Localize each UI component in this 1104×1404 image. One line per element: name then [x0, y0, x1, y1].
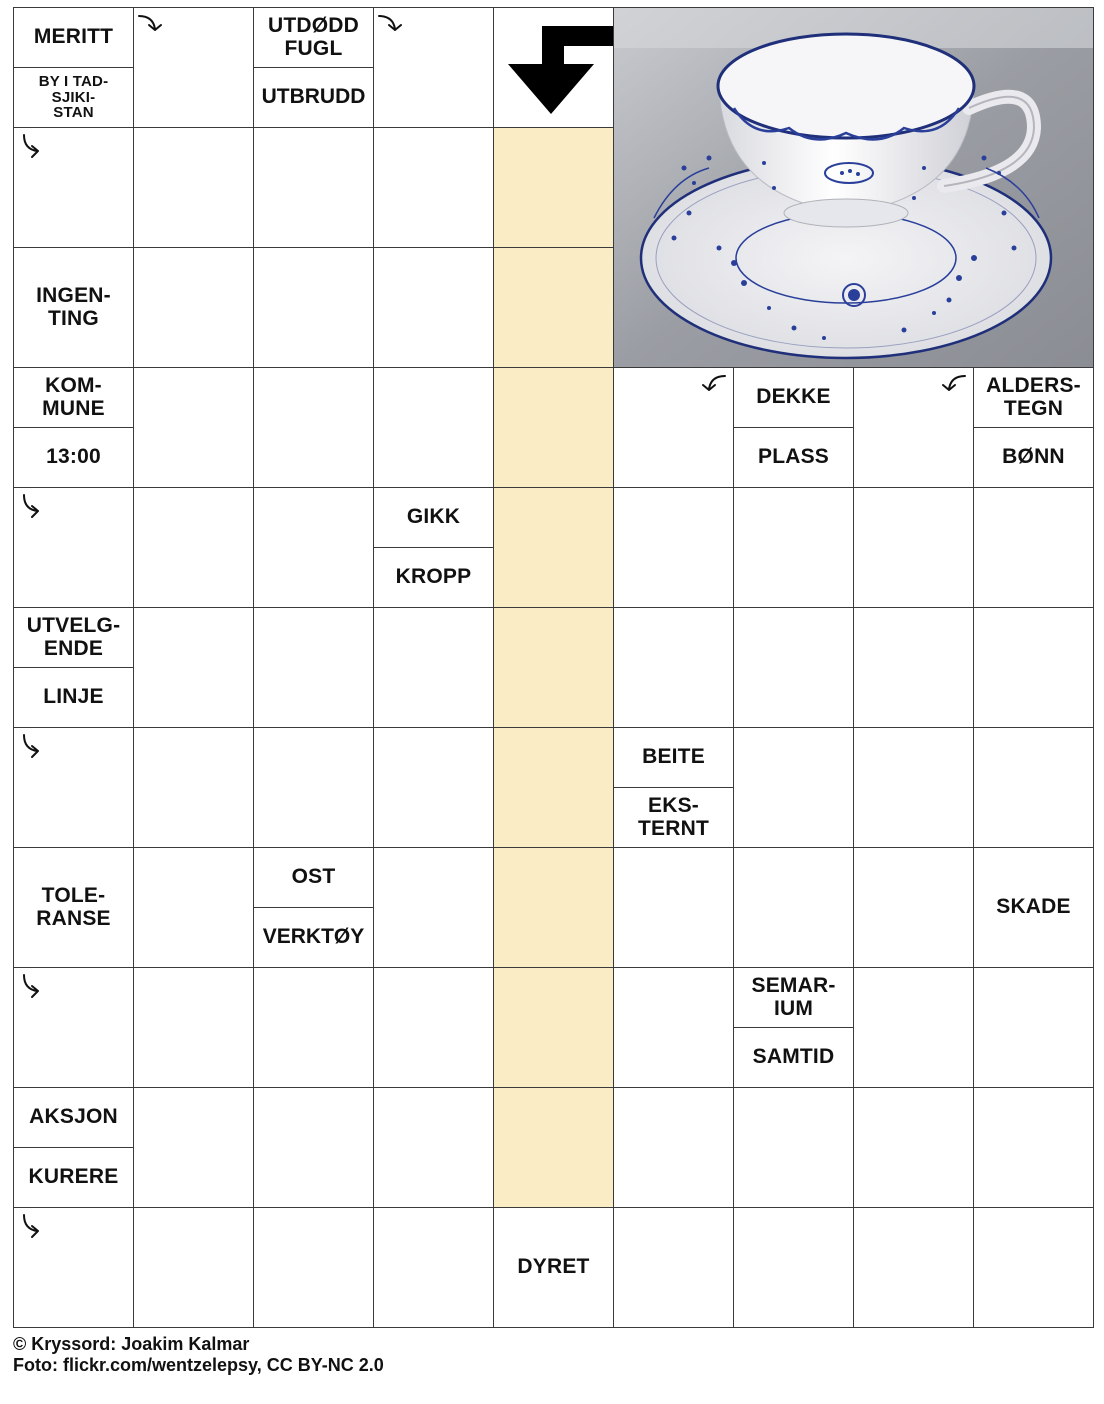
answer-cell[interactable]	[373, 727, 494, 848]
clue-by-i-tadsjikistan: BY I TAD- SJIKI- STAN	[13, 67, 134, 128]
clue-samtid: SAMTID	[733, 1027, 854, 1088]
arrow-left-down-icon	[941, 371, 967, 401]
clue-kropp: KROPP	[373, 547, 494, 608]
answer-cell[interactable]	[133, 487, 254, 608]
answer-cell[interactable]	[133, 367, 254, 488]
answer-cell[interactable]	[253, 367, 374, 488]
answer-cell[interactable]	[613, 1087, 734, 1208]
answer-cell[interactable]	[853, 607, 974, 728]
answer-cell[interactable]	[253, 127, 374, 248]
answer-cell[interactable]	[733, 727, 854, 848]
crossword-grid	[13, 7, 1094, 1328]
arrow-right-down-icon	[377, 11, 403, 41]
arrow-down-right-icon	[19, 133, 45, 163]
answer-cell[interactable]	[493, 607, 614, 728]
credit-photo: Foto: flickr.com/wentzelepsy, CC BY-NC 2.0	[13, 1355, 384, 1375]
answer-cell[interactable]	[853, 487, 974, 608]
answer-cell[interactable]	[133, 1087, 254, 1208]
answer-cell[interactable]	[373, 847, 494, 968]
clue-dyret: DYRET	[493, 1207, 614, 1328]
arrow-down-right-icon	[19, 493, 45, 523]
answer-cell[interactable]	[373, 1207, 494, 1328]
clue-1300: 13:00	[13, 427, 134, 488]
clue-semarium: SEMAR- IUM	[733, 967, 854, 1028]
arrow-down-right-icon	[19, 733, 45, 763]
answer-cell[interactable]	[493, 847, 614, 968]
answer-cell[interactable]	[373, 127, 494, 248]
answer-cell[interactable]	[253, 967, 374, 1088]
answer-cell[interactable]	[253, 1087, 374, 1208]
clue-ingenting: INGEN- TING	[13, 247, 134, 368]
clue-skade: SKADE	[973, 847, 1094, 968]
clue-plass: PLASS	[733, 427, 854, 488]
answer-cell[interactable]	[373, 607, 494, 728]
big-down-arrow-icon	[494, 8, 614, 128]
clue-utvelgende: UTVELG- ENDE	[13, 607, 134, 668]
arrow-right-down-icon	[137, 11, 163, 41]
clue-bonn: BØNN	[973, 427, 1094, 488]
arrow-down-right-icon	[19, 1213, 45, 1243]
answer-cell[interactable]	[733, 1087, 854, 1208]
answer-cell[interactable]	[973, 727, 1094, 848]
answer-cell[interactable]	[853, 727, 974, 848]
clue-alderstegn: ALDERS- TEGN	[973, 367, 1094, 428]
answer-cell[interactable]	[973, 487, 1094, 608]
answer-cell[interactable]	[133, 607, 254, 728]
answer-cell[interactable]	[133, 1207, 254, 1328]
answer-cell[interactable]	[973, 967, 1094, 1088]
answer-cell[interactable]	[613, 847, 734, 968]
answer-cell[interactable]	[133, 127, 254, 248]
clue-dekke: DEKKE	[733, 367, 854, 428]
clue-gikk: GIKK	[373, 487, 494, 548]
answer-cell[interactable]	[493, 127, 614, 248]
clue-utdodd-fugl: UTDØDD FUGL	[253, 7, 374, 68]
answer-cell[interactable]	[613, 487, 734, 608]
clue-beite: BEITE	[613, 727, 734, 788]
clue-toleranse: TOLE- RANSE	[13, 847, 134, 968]
answer-cell[interactable]	[493, 367, 614, 488]
answer-cell[interactable]	[373, 967, 494, 1088]
clue-meritt: MERITT	[13, 7, 134, 68]
answer-cell[interactable]	[253, 1207, 374, 1328]
clue-kommune: KOM- MUNE	[13, 367, 134, 428]
answer-cell[interactable]	[373, 1087, 494, 1208]
answer-cell[interactable]	[493, 247, 614, 368]
solution-column-header	[493, 7, 614, 128]
answer-cell[interactable]	[973, 1207, 1094, 1328]
clue-verktoy: VERKTØY	[253, 907, 374, 968]
answer-cell[interactable]	[613, 967, 734, 1088]
clue-linje: LINJE	[13, 667, 134, 728]
answer-cell[interactable]	[613, 1207, 734, 1328]
answer-cell[interactable]	[133, 247, 254, 368]
clue-utbrudd: UTBRUDD	[253, 67, 374, 128]
arrow-down-right-icon	[19, 973, 45, 1003]
teacup-photo	[613, 7, 1094, 368]
credit-crossword: © Kryssord: Joakim Kalmar	[13, 1334, 250, 1354]
arrow-left-down-icon	[701, 371, 727, 401]
answer-cell[interactable]	[253, 727, 374, 848]
answer-cell[interactable]	[493, 967, 614, 1088]
clue-eksternt: EKS- TERNT	[613, 787, 734, 848]
answer-cell[interactable]	[853, 967, 974, 1088]
answer-cell[interactable]	[133, 847, 254, 968]
teacup-icon	[614, 8, 1094, 368]
answer-cell[interactable]	[133, 727, 254, 848]
answer-cell[interactable]	[853, 847, 974, 968]
answer-cell[interactable]	[853, 1207, 974, 1328]
answer-cell[interactable]	[373, 367, 494, 488]
answer-cell[interactable]	[373, 247, 494, 368]
answer-cell[interactable]	[133, 967, 254, 1088]
answer-cell[interactable]	[493, 487, 614, 608]
credits	[13, 1334, 384, 1376]
clue-aksjon: AKSJON	[13, 1087, 134, 1148]
answer-cell[interactable]	[613, 607, 734, 728]
answer-cell[interactable]	[733, 1207, 854, 1328]
answer-cell[interactable]	[733, 487, 854, 608]
answer-cell[interactable]	[853, 1087, 974, 1208]
answer-cell[interactable]	[253, 247, 374, 368]
answer-cell[interactable]	[973, 1087, 1094, 1208]
answer-cell[interactable]	[253, 487, 374, 608]
answer-cell[interactable]	[493, 1087, 614, 1208]
clue-kurere: KURERE	[13, 1147, 134, 1208]
answer-cell[interactable]	[253, 607, 374, 728]
clue-ost: OST	[253, 847, 374, 908]
answer-cell[interactable]	[733, 607, 854, 728]
answer-cell[interactable]	[733, 847, 854, 968]
answer-cell[interactable]	[493, 727, 614, 848]
answer-cell[interactable]	[973, 607, 1094, 728]
